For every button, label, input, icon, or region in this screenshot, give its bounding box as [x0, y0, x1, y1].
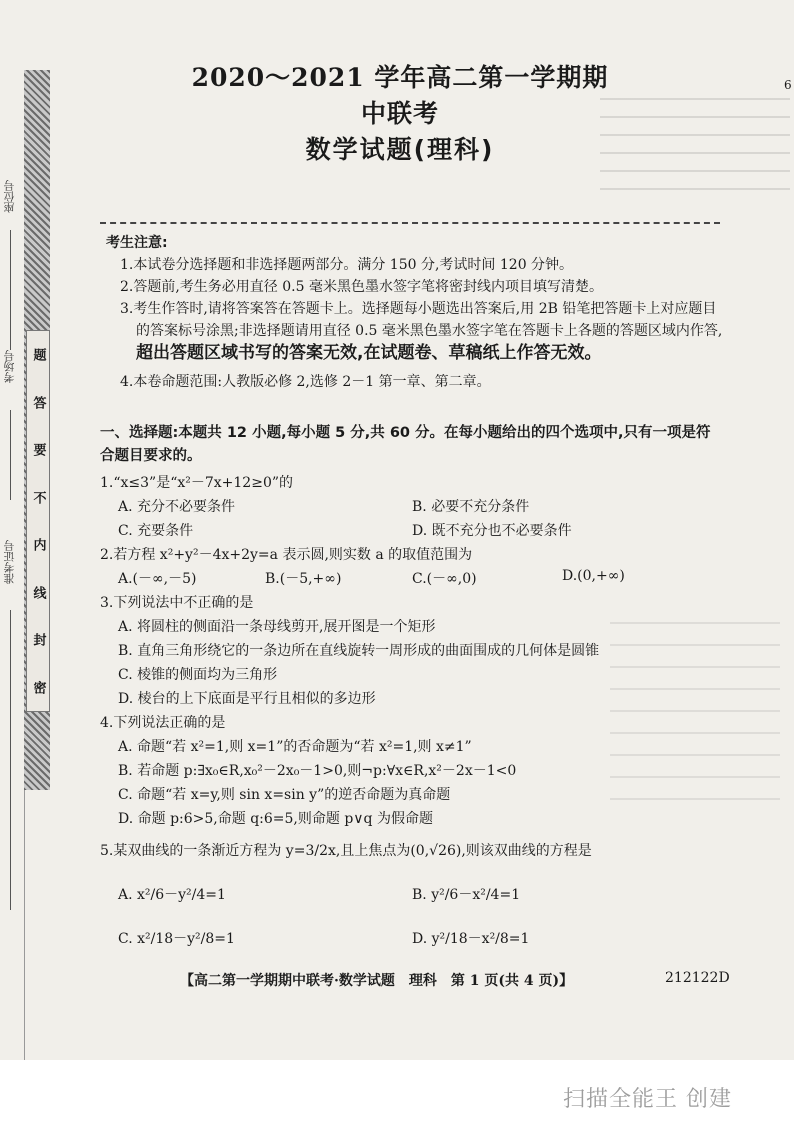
q1-option-b: B. 必要不充分条件 [412, 499, 530, 515]
exam-id-label: 准考证号 [3, 540, 16, 584]
q5-option-c: C. x²/18－y²/8=1 [118, 931, 235, 947]
seal-char: 内 [30, 538, 46, 552]
q4-option-a: A. 命题“若 x²=1,则 x=1”的否命题为“若 x²=1,则 x≠1” [118, 739, 472, 755]
exam-title: 2020～2021 学年高二第一学期期中联考 [191, 63, 609, 128]
q5-option-d: D. y²/18－x²/8=1 [412, 931, 530, 947]
exam-subtitle: 数学试题(理科) [305, 135, 495, 164]
q4-option-c: C. 命题“若 x=y,则 sin x=sin y”的逆否命题为真命题 [118, 787, 451, 803]
notice-emphasis: 超出答题区域书写的答案无效,在试题卷、草稿纸上作答无效。 [136, 343, 602, 363]
corner-mark: 6 [784, 78, 792, 92]
seal-char: 题 [30, 348, 46, 362]
fill-line [10, 230, 11, 350]
question-2: 2.若方程 x²+y²－4x+2y=a 表示圆,则实数 a 的取值范围为 [100, 547, 473, 563]
q3-option-c: C. 棱锥的侧面均为三角形 [118, 667, 278, 683]
dashed-divider [100, 222, 720, 224]
fill-line [10, 610, 11, 910]
q3-option-a: A. 将圆柱的侧面沿一条母线剪开,展开图是一个矩形 [118, 619, 436, 635]
q4-option-d: D. 命题 p:6>5,命题 q:6=5,则命题 p∨q 为假命题 [118, 811, 433, 827]
q1-option-d: D. 既不充分也不必要条件 [412, 523, 572, 539]
seat-number-label: 座位号 [3, 180, 16, 213]
question-1: 1.“x≤3”是“x²－7x+12≥0”的 [100, 475, 294, 491]
q1-option-a: A. 充分不必要条件 [118, 499, 236, 515]
seal-char: 不 [30, 490, 46, 504]
question-3: 3.下列说法中不正确的是 [100, 595, 254, 611]
page-footer: 【高二第一学期期中联考·数学试题 理科 第 1 页(共 4 页)】 [180, 973, 574, 989]
q2-option-a: A.(－∞,－5) [118, 571, 197, 587]
q3-option-b: B. 直角三角形绕它的一条边所在直线旋转一周形成的曲面围成的几何体是圆锥 [118, 643, 600, 659]
q5-option-b: B. y²/6－x²/4=1 [412, 887, 521, 903]
notice-item-text: 3.考生作答时,请将答案答在答题卡上。选择题每小题选出答案后,用 2B 铅笔把答题卡上对应题目的答案标号涂黑;非选择题请用直径 0.5 毫米黑色墨水签字笔在答题卡上各题的答题区域内作答, [120, 301, 723, 339]
seal-char: 封 [30, 633, 46, 647]
q1-option-c: C. 充要条件 [118, 523, 194, 539]
binding-margin [0, 70, 25, 1060]
question-5: 5.某双曲线的一条渐近方程为 y=3/2x,且上焦点为(0,√26),则该双曲线的方程是 [100, 843, 592, 859]
bleed-through-text [600, 90, 790, 190]
fill-line [10, 410, 11, 500]
notice-item: 4.本卷命题范围:人教版必修 2,选修 2－1 第一章、第二章。 [120, 374, 491, 390]
q5-option-a: A. x²/6－y²/4=1 [118, 887, 226, 903]
seal-char: 要 [30, 443, 46, 457]
scanner-watermark: 扫描全能王 创建 [563, 1087, 732, 1112]
seal-warning [26, 330, 50, 712]
notice-item [106, 298, 726, 365]
q2-option-c: C.(－∞,0) [412, 571, 477, 587]
question-4: 4.下列说法正确的是 [100, 715, 226, 731]
q3-option-d: D. 棱台的上下底面是平行且相似的多边形 [118, 691, 376, 707]
seal-char: 答 [30, 395, 46, 409]
notice-item: 2.答题前,考生务必用直径 0.5 毫米黑色墨水签字笔将密封线内项目填写清楚。 [120, 279, 603, 295]
seal-char: 密 [30, 680, 46, 694]
section-heading: 一、选择题:本题共 12 小题,每小题 5 分,共 60 分。在每小题给出的四个选项中,只有一项是符合题目要求的。 [100, 425, 711, 464]
notice-box [106, 232, 726, 393]
q2-option-d: D.(0,+∞) [562, 568, 625, 584]
q4-option-b: B. 若命题 p:∃x₀∈R,x₀²－2x₀－1>0,则¬p:∀x∈R,x²－2x－1<0 [118, 763, 517, 779]
notice-heading: 考生注意: [106, 235, 168, 251]
paper-code: 212122D [665, 970, 730, 986]
q2-option-b: B.(－5,+∞) [265, 571, 342, 587]
room-number-label: 考场号 [3, 350, 16, 383]
seal-char: 线 [30, 585, 46, 599]
bleed-through-text [610, 620, 780, 800]
notice-item: 1.本试卷分选择题和非选择题两部分。满分 150 分,考试时间 120 分钟。 [120, 257, 574, 273]
